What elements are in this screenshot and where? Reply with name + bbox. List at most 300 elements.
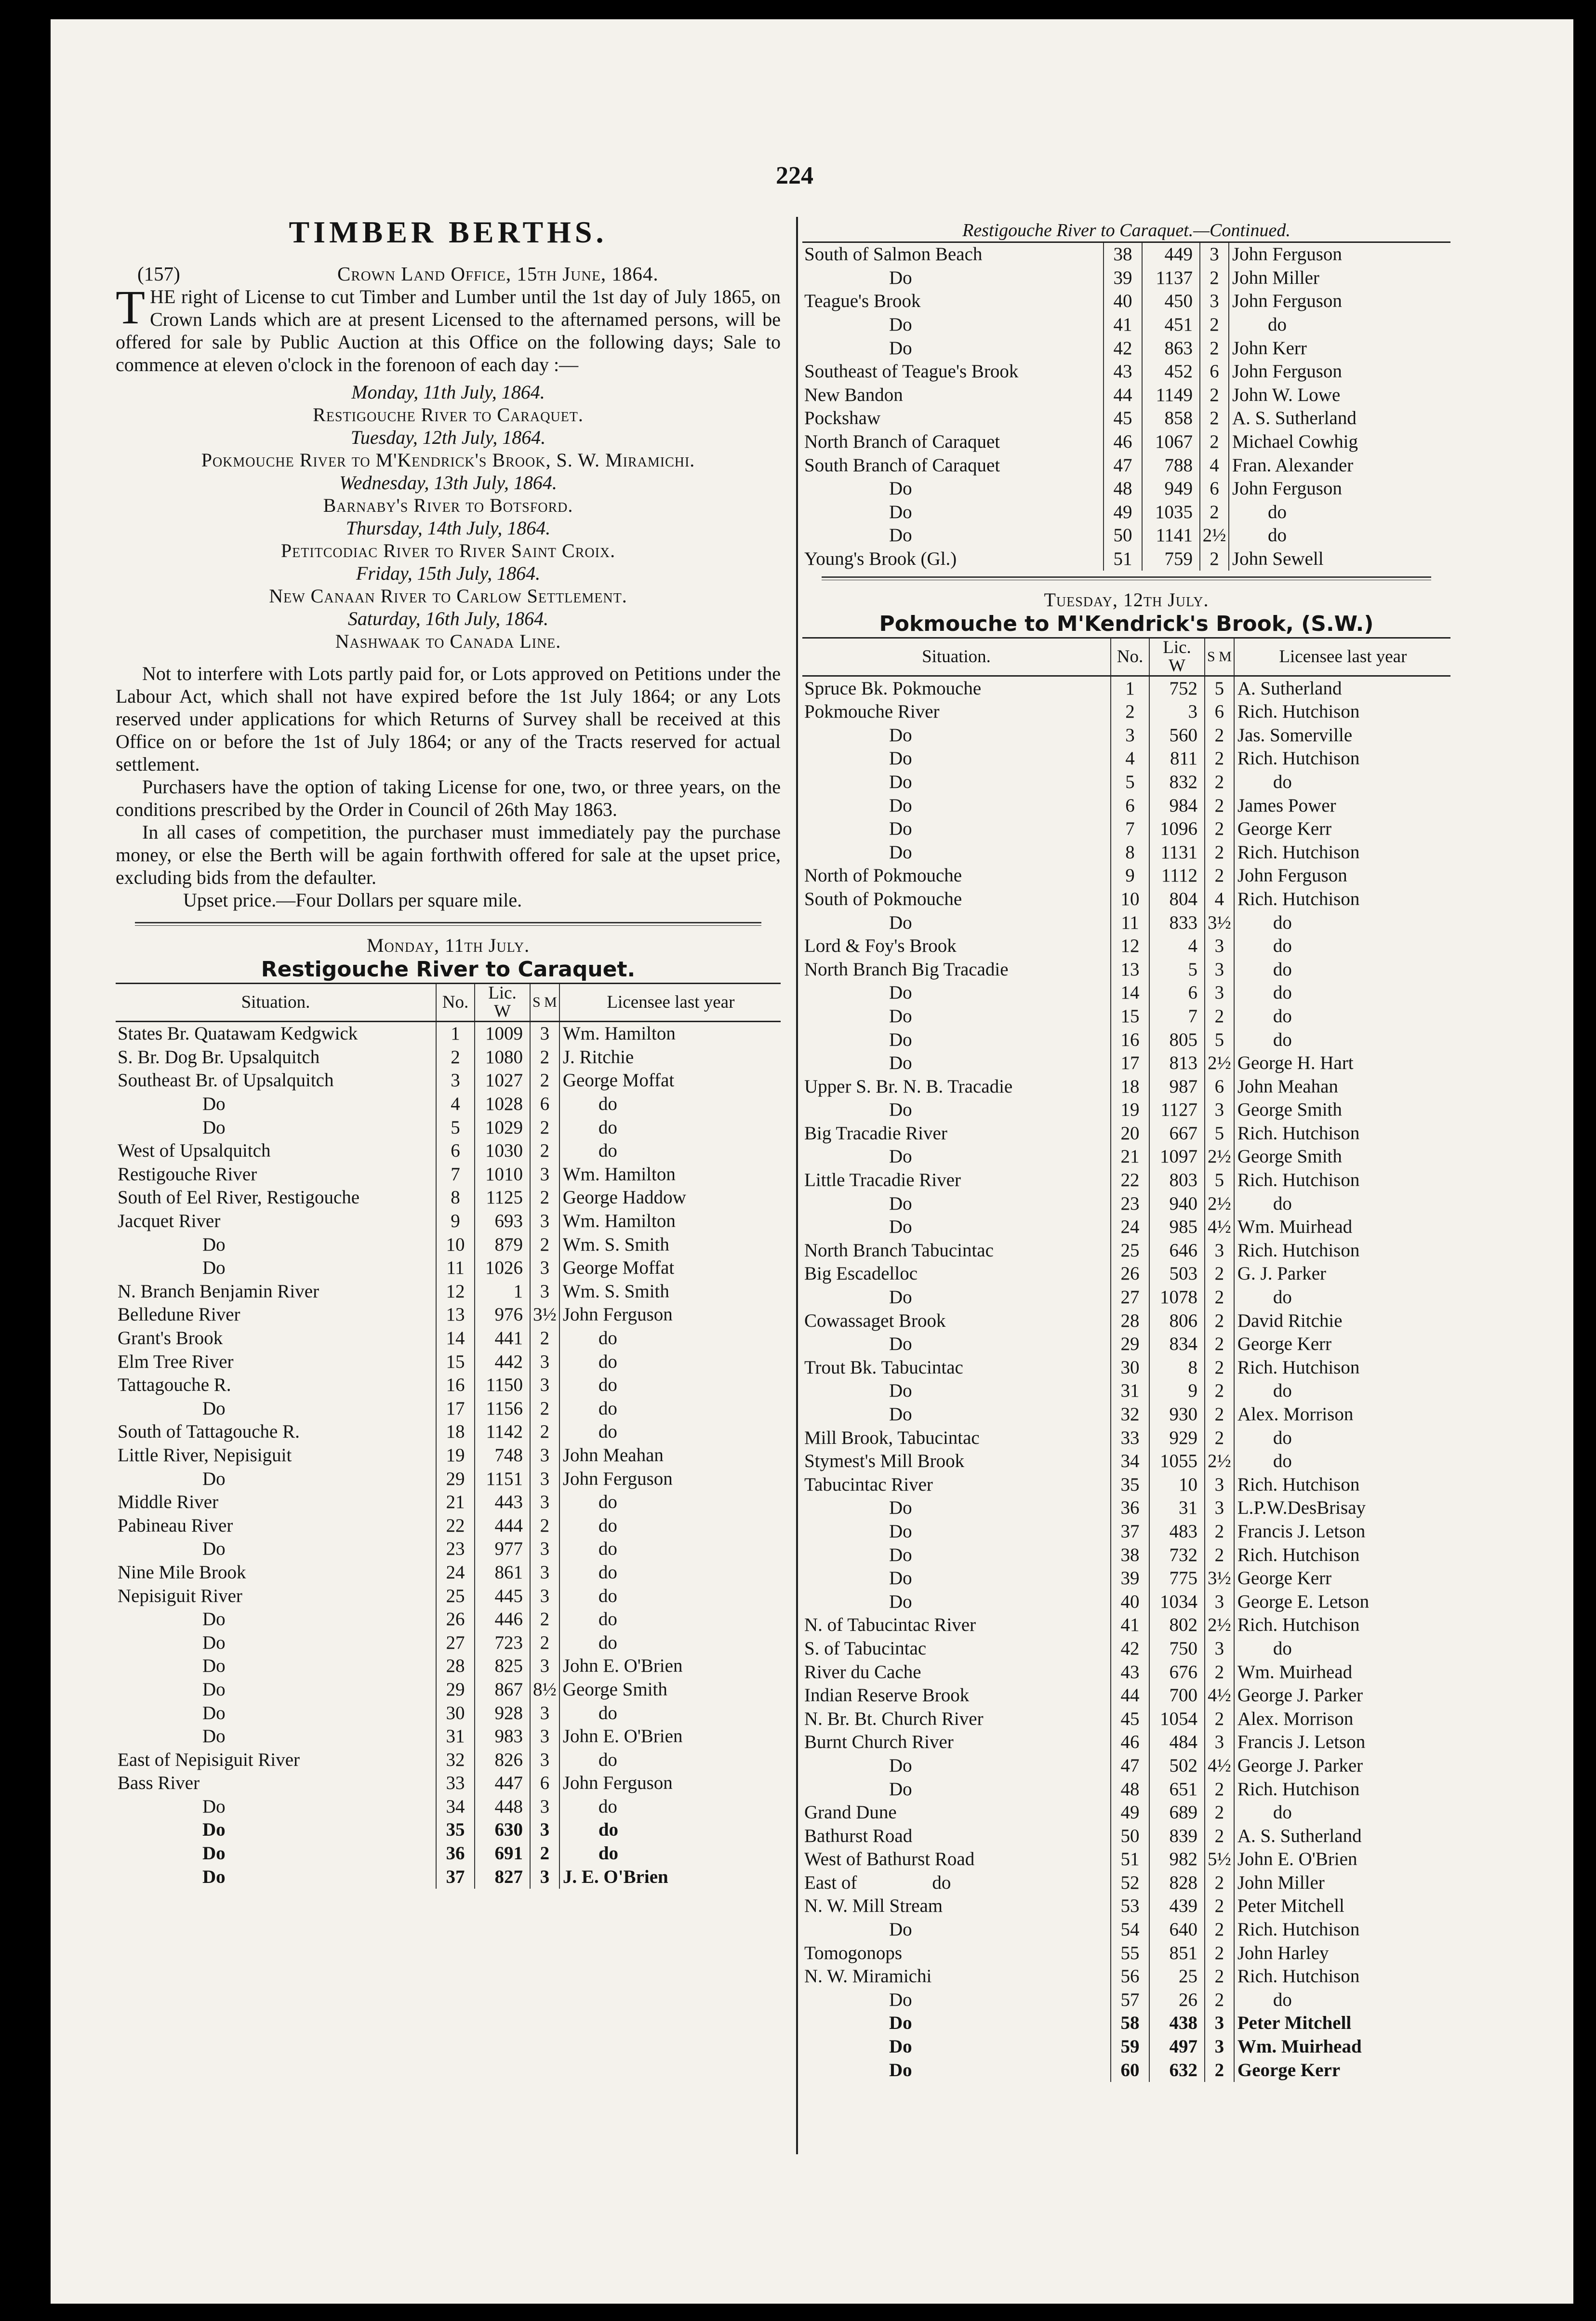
cell-no: 50 bbox=[1104, 524, 1142, 547]
cell-sm: 2 bbox=[530, 1069, 559, 1093]
cell-no: 19 bbox=[1111, 1098, 1149, 1122]
cell-lic: 788 bbox=[1142, 454, 1200, 477]
office-line: Crown Land Office, 15th June, 1864. bbox=[337, 263, 659, 285]
table-row bbox=[802, 1239, 1450, 1263]
schedule-date: Thursday, 14th July, 1864. bbox=[346, 517, 551, 539]
table-row bbox=[802, 1028, 1450, 1052]
cell-situation: Do bbox=[202, 1679, 226, 1700]
cell-licensee: do bbox=[559, 1561, 781, 1585]
table-row bbox=[802, 958, 1450, 981]
cell-situation: Do bbox=[202, 1234, 226, 1255]
cell-situation: Do bbox=[202, 1468, 226, 1489]
cell-lic: 983 bbox=[475, 1725, 530, 1748]
cell-licensee: John Ferguson bbox=[1234, 864, 1450, 888]
cell-lic: 444 bbox=[475, 1514, 530, 1537]
table-row bbox=[802, 747, 1450, 771]
cell-sm: 2 bbox=[1205, 1403, 1234, 1427]
cell-sm: 2 bbox=[1205, 1520, 1234, 1544]
cell-lic: 1156 bbox=[475, 1397, 530, 1421]
cell-sm: 3 bbox=[530, 1467, 559, 1491]
cell-licensee: do bbox=[1234, 1801, 1450, 1825]
cell-licensee: John Ferguson bbox=[1229, 360, 1450, 384]
table-row bbox=[802, 1450, 1450, 1473]
cell-no: 43 bbox=[1104, 360, 1142, 384]
cell-lic: 1029 bbox=[475, 1116, 530, 1139]
cell-lic: 640 bbox=[1149, 1918, 1205, 1942]
cell-situation: Middle River bbox=[118, 1492, 219, 1513]
cell-lic: 833 bbox=[1149, 911, 1205, 934]
cell-situation: Do bbox=[889, 1568, 912, 1589]
schedule-date: Friday, 15th July, 1864. bbox=[356, 562, 541, 584]
cell-situation: Grand Dune bbox=[804, 1802, 897, 1823]
cell-no: 53 bbox=[1111, 1894, 1149, 1918]
cell-lic: 503 bbox=[1149, 1262, 1205, 1286]
cell-sm: 2 bbox=[1205, 1333, 1234, 1356]
table-row bbox=[802, 1707, 1450, 1731]
continued-title: Restigouche River to Caraquet.—Continued. bbox=[962, 220, 1290, 240]
cell-licensee: do bbox=[559, 1514, 781, 1537]
table-row bbox=[802, 1614, 1450, 1637]
cell-licensee: John W. Lowe bbox=[1229, 384, 1450, 407]
cell-situation: Southeast Br. of Upsalquitch bbox=[118, 1070, 334, 1091]
cell-licensee: A. Sutherland bbox=[1234, 676, 1450, 700]
table-row bbox=[802, 407, 1450, 430]
cell-lic: 984 bbox=[1149, 794, 1205, 817]
table-row bbox=[802, 1965, 1450, 1988]
cell-no: 22 bbox=[436, 1514, 475, 1537]
cell-lic: 1127 bbox=[1149, 1098, 1205, 1122]
cell-no: 40 bbox=[1111, 1590, 1149, 1614]
header-sm: S M bbox=[530, 984, 559, 1022]
cell-licensee: John E. O'Brien bbox=[559, 1654, 781, 1678]
cell-licensee: Michael Cowhig bbox=[1229, 430, 1450, 454]
cell-situation: Do bbox=[202, 1866, 226, 1887]
cell-licensee: do bbox=[1234, 1450, 1450, 1473]
table-row bbox=[116, 1069, 781, 1093]
table-row bbox=[116, 1561, 781, 1585]
cell-no: 10 bbox=[1111, 888, 1149, 911]
cell-licensee: do bbox=[1229, 524, 1450, 547]
cell-no: 14 bbox=[1111, 981, 1149, 1005]
cell-lic: 497 bbox=[1149, 2035, 1205, 2059]
section-day: Monday, 11th July. bbox=[366, 934, 530, 956]
cell-no: 35 bbox=[1111, 1473, 1149, 1497]
cell-sm: 2 bbox=[1205, 817, 1234, 841]
table-row bbox=[802, 724, 1450, 747]
cell-no: 13 bbox=[1111, 958, 1149, 981]
cell-lic: 483 bbox=[1149, 1520, 1205, 1544]
condition-paragraph: In all cases of competition, the purchaser must immediately pay the purchase money, or else the Berth will be again forthwith offered for sale at the upset price, excluding bids from the defaulter. bbox=[116, 821, 781, 888]
cell-sm: 2 bbox=[1205, 1660, 1234, 1684]
cell-licensee: do bbox=[559, 1701, 781, 1725]
table-row bbox=[802, 1356, 1450, 1380]
cell-sm: 3 bbox=[1205, 934, 1234, 958]
cell-sm: 3 bbox=[530, 1374, 559, 1397]
cell-no: 17 bbox=[436, 1397, 475, 1421]
cell-sm: 8½ bbox=[530, 1678, 559, 1702]
table-row bbox=[802, 1286, 1450, 1309]
cell-sm: 3 bbox=[530, 1444, 559, 1467]
cell-lic: 775 bbox=[1149, 1567, 1205, 1590]
cell-situation: Do bbox=[202, 1796, 226, 1817]
cell-sm: 2 bbox=[1200, 407, 1229, 430]
cell-no: 39 bbox=[1104, 267, 1142, 290]
cell-sm: 2 bbox=[530, 1186, 559, 1210]
cell-lic: 441 bbox=[475, 1327, 530, 1350]
table-row bbox=[116, 1772, 781, 1795]
table-row bbox=[802, 817, 1450, 841]
cell-sm: 2 bbox=[1200, 267, 1229, 290]
cell-sm: 2½ bbox=[1200, 524, 1229, 547]
cell-lic: 667 bbox=[1149, 1122, 1205, 1146]
cell-no: 16 bbox=[1111, 1028, 1149, 1052]
table-row bbox=[116, 1022, 781, 1046]
cell-no: 33 bbox=[436, 1772, 475, 1795]
table-row bbox=[116, 1046, 781, 1069]
cell-situation: South of Pokmouche bbox=[804, 888, 962, 909]
cell-no: 55 bbox=[1111, 1941, 1149, 1965]
cell-situation: Upper S. Br. N. B. Tracadie bbox=[804, 1076, 1013, 1097]
cell-no: 28 bbox=[1111, 1309, 1149, 1333]
cell-no: 21 bbox=[436, 1491, 475, 1514]
cell-situation: Do bbox=[202, 1655, 226, 1677]
cell-situation: Do bbox=[889, 2013, 912, 2034]
cell-lic: 985 bbox=[1149, 1215, 1205, 1239]
cell-situation: Do bbox=[889, 1544, 912, 1565]
cell-situation: Do bbox=[889, 724, 912, 746]
cell-licensee: do bbox=[559, 1584, 781, 1608]
cell-licensee: John Harley bbox=[1234, 1941, 1450, 1965]
cell-no: 32 bbox=[436, 1748, 475, 1772]
cell-no: 56 bbox=[1111, 1965, 1149, 1988]
cell-situation: Do bbox=[889, 1216, 912, 1238]
cell-licensee: do bbox=[559, 1842, 781, 1866]
cell-sm: 5 bbox=[1205, 1122, 1234, 1146]
cell-no: 2 bbox=[436, 1046, 475, 1069]
cell-lic: 1030 bbox=[475, 1139, 530, 1163]
cell-sm: 2 bbox=[1205, 794, 1234, 817]
table-row bbox=[116, 1397, 781, 1421]
cell-lic: 1027 bbox=[475, 1069, 530, 1093]
cell-situation: Little River, Nepisiguit bbox=[118, 1444, 292, 1466]
table-row bbox=[802, 1262, 1450, 1286]
cell-sm: 2 bbox=[530, 1327, 559, 1350]
cell-sm: 2 bbox=[1200, 384, 1229, 407]
cell-sm: 3 bbox=[530, 1818, 559, 1842]
cell-lic: 442 bbox=[475, 1350, 530, 1374]
cell-no: 13 bbox=[436, 1303, 475, 1327]
cell-no: 58 bbox=[1111, 2012, 1149, 2035]
table-row bbox=[116, 1093, 781, 1116]
table-row bbox=[802, 290, 1450, 313]
cell-lic: 6 bbox=[1149, 981, 1205, 1005]
cell-licensee: George E. Letson bbox=[1234, 1590, 1450, 1614]
table-row bbox=[802, 1567, 1450, 1590]
schedule-route: New Canaan River to Carlow Settlement. bbox=[269, 585, 627, 607]
table-row bbox=[116, 1631, 781, 1654]
right-column bbox=[802, 219, 1450, 2082]
cell-no: 23 bbox=[1111, 1192, 1149, 1215]
table-row bbox=[802, 1941, 1450, 1965]
cell-no: 30 bbox=[1111, 1356, 1149, 1380]
cell-no: 10 bbox=[436, 1233, 475, 1256]
cell-licensee: James Power bbox=[1234, 794, 1450, 817]
cell-no: 60 bbox=[1111, 2058, 1149, 2082]
cell-sm: 2 bbox=[1205, 1707, 1234, 1731]
cell-no: 9 bbox=[436, 1210, 475, 1233]
table-row bbox=[116, 1233, 781, 1256]
cell-licensee: do bbox=[1234, 1988, 1450, 2012]
cell-no: 38 bbox=[1111, 1543, 1149, 1567]
cell-situation: Do bbox=[889, 841, 912, 863]
column-divider bbox=[796, 217, 798, 2154]
cell-situation: Do bbox=[889, 1778, 912, 1800]
schedule-route: Pokmouche River to M'Kendrick's Brook, S. W. Miramichi. bbox=[201, 449, 695, 471]
cell-situation: Do bbox=[202, 1726, 226, 1747]
cell-no: 4 bbox=[1111, 747, 1149, 771]
cell-licensee: do bbox=[1234, 1426, 1450, 1450]
cell-licensee: do bbox=[559, 1327, 781, 1350]
cell-no: 41 bbox=[1104, 313, 1142, 337]
cell-lic: 832 bbox=[1149, 771, 1205, 794]
cell-situation: Cowassaget Brook bbox=[804, 1310, 946, 1331]
cell-no: 25 bbox=[436, 1584, 475, 1608]
cell-lic: 1054 bbox=[1149, 1707, 1205, 1731]
cell-sm: 3 bbox=[1205, 958, 1234, 981]
cell-lic: 750 bbox=[1149, 1637, 1205, 1661]
cell-lic: 879 bbox=[475, 1233, 530, 1256]
cell-sm: 2½ bbox=[1205, 1450, 1234, 1473]
cell-sm: 2 bbox=[1205, 1356, 1234, 1380]
cell-lic: 438 bbox=[1149, 2012, 1205, 2035]
cell-situation: Pabineau River bbox=[118, 1515, 233, 1536]
schedule-route: Petitcodiac River to River Saint Croix. bbox=[280, 540, 616, 561]
cell-no: 30 bbox=[436, 1701, 475, 1725]
cell-licensee: John Ferguson bbox=[1229, 477, 1450, 501]
table-row bbox=[116, 1163, 781, 1187]
cell-licensee: Francis J. Letson bbox=[1234, 1731, 1450, 1754]
cell-situation: Do bbox=[889, 1146, 912, 1167]
table-row bbox=[116, 1514, 781, 1537]
cell-sm: 3 bbox=[530, 1022, 559, 1046]
cell-sm: 3 bbox=[530, 1561, 559, 1585]
table-row bbox=[802, 1590, 1450, 1614]
table-row bbox=[802, 1169, 1450, 1192]
berths-table-pokmouche bbox=[802, 637, 1450, 2082]
cell-no: 46 bbox=[1104, 430, 1142, 454]
cell-sm: 3 bbox=[530, 1280, 559, 1304]
table-row bbox=[802, 477, 1450, 501]
cell-no: 8 bbox=[436, 1186, 475, 1210]
cell-sm: 3 bbox=[1205, 1496, 1234, 1520]
cell-lic: 1080 bbox=[475, 1046, 530, 1069]
table-row bbox=[802, 242, 1450, 267]
header-no: No. bbox=[1111, 638, 1149, 676]
cell-no: 11 bbox=[436, 1256, 475, 1280]
cell-sm: 4 bbox=[1205, 888, 1234, 911]
schedule-date: Tuesday, 12th July, 1864. bbox=[350, 427, 546, 448]
cell-sm: 3½ bbox=[1205, 1567, 1234, 1590]
cell-no: 15 bbox=[436, 1350, 475, 1374]
cell-sm: 2 bbox=[1205, 1965, 1234, 1988]
cell-situation: N. Br. Bt. Church River bbox=[804, 1708, 984, 1729]
cell-lic: 732 bbox=[1149, 1543, 1205, 1567]
cell-sm: 4 bbox=[1200, 454, 1229, 477]
cell-sm: 3 bbox=[530, 1584, 559, 1608]
cell-situation: Elm Tree River bbox=[118, 1351, 234, 1372]
cell-no: 32 bbox=[1111, 1403, 1149, 1427]
cell-licensee: George Kerr bbox=[1234, 1333, 1450, 1356]
schedule-route: Nashwaak to Canada Line. bbox=[335, 630, 561, 652]
cell-sm: 2 bbox=[1205, 1871, 1234, 1895]
table-row bbox=[116, 1842, 781, 1866]
cell-licensee: Wm. S. Smith bbox=[559, 1233, 781, 1256]
cell-no: 48 bbox=[1104, 477, 1142, 501]
table-row bbox=[802, 454, 1450, 477]
page-number: 224 bbox=[776, 162, 813, 189]
cell-situation: South of Tattagouche R. bbox=[118, 1421, 300, 1442]
cell-no: 34 bbox=[1111, 1450, 1149, 1473]
cell-no: 5 bbox=[436, 1116, 475, 1139]
cell-lic: 646 bbox=[1149, 1239, 1205, 1263]
cell-situation: Do bbox=[202, 1632, 226, 1653]
cell-licensee: Rich. Hutchison bbox=[1234, 888, 1450, 911]
cell-no: 17 bbox=[1111, 1052, 1149, 1075]
left-column bbox=[116, 207, 781, 1889]
cell-situation: Do bbox=[889, 795, 912, 816]
cell-sm: 3 bbox=[530, 1654, 559, 1678]
cell-lic: 31 bbox=[1149, 1496, 1205, 1520]
cell-licensee: Wm. Hamilton bbox=[559, 1163, 781, 1187]
cell-no: 29 bbox=[1111, 1333, 1149, 1356]
cell-lic: 1 bbox=[475, 1280, 530, 1304]
cell-lic: 827 bbox=[475, 1865, 530, 1889]
table-row bbox=[802, 1005, 1450, 1028]
cell-sm: 2 bbox=[1205, 1379, 1234, 1403]
table-row bbox=[116, 1818, 781, 1842]
cell-situation: Do bbox=[889, 1989, 912, 2010]
cell-situation: Do bbox=[202, 1538, 226, 1560]
table-row bbox=[802, 360, 1450, 384]
cell-sm: 2½ bbox=[1205, 1052, 1234, 1075]
cell-sm: 2 bbox=[530, 1397, 559, 1421]
cell-lic: 8 bbox=[1149, 1356, 1205, 1380]
cell-licensee: do bbox=[559, 1631, 781, 1654]
berths-table-restigouche-continued bbox=[802, 241, 1450, 571]
cell-situation: Trout Bk. Tabucintac bbox=[804, 1357, 963, 1378]
cell-situation: Do bbox=[889, 1287, 912, 1308]
cell-licensee: do bbox=[1234, 1028, 1450, 1052]
cell-licensee: George Moffat bbox=[559, 1256, 781, 1280]
table-row bbox=[116, 1701, 781, 1725]
cell-situation: Do bbox=[889, 1521, 912, 1542]
cell-no: 12 bbox=[1111, 934, 1149, 958]
cell-sm: 2 bbox=[1205, 1777, 1234, 1801]
cell-sm: 2 bbox=[1200, 547, 1229, 571]
cell-situation: Do bbox=[202, 1819, 226, 1841]
table-row bbox=[802, 1543, 1450, 1567]
cell-no: 26 bbox=[436, 1608, 475, 1631]
cell-no: 14 bbox=[436, 1327, 475, 1350]
cell-lic: 1141 bbox=[1142, 524, 1200, 547]
cell-licensee: Rich. Hutchison bbox=[1234, 700, 1450, 724]
cell-no: 47 bbox=[1111, 1754, 1149, 1778]
notice-number: (157) bbox=[137, 263, 180, 285]
cell-sm: 3 bbox=[530, 1701, 559, 1725]
cell-sm: 2 bbox=[530, 1842, 559, 1866]
cell-no: 38 bbox=[1104, 242, 1142, 267]
cell-licensee: John Kerr bbox=[1229, 336, 1450, 360]
cell-licensee: Rich. Hutchison bbox=[1234, 1356, 1450, 1380]
cell-lic: 811 bbox=[1149, 747, 1205, 771]
cell-sm: 3 bbox=[530, 1725, 559, 1748]
table-row bbox=[116, 1584, 781, 1608]
cell-situation: Jacquet River bbox=[118, 1211, 221, 1232]
schedule-date: Wednesday, 13th July, 1864. bbox=[339, 472, 557, 494]
table-row bbox=[802, 267, 1450, 290]
cell-no: 33 bbox=[1111, 1426, 1149, 1450]
cell-no: 49 bbox=[1104, 501, 1142, 524]
cell-situation: Do bbox=[202, 1094, 226, 1115]
cell-lic: 676 bbox=[1149, 1660, 1205, 1684]
table-row bbox=[802, 501, 1450, 524]
table-row bbox=[116, 1865, 781, 1889]
cell-lic: 861 bbox=[475, 1561, 530, 1585]
cell-licensee: do bbox=[1234, 1379, 1450, 1403]
cell-situation: Do bbox=[202, 1702, 226, 1723]
cell-licensee: Rich. Hutchison bbox=[1234, 1918, 1450, 1942]
cell-licensee: J. E. O'Brien bbox=[559, 1865, 781, 1889]
cell-situation: Do bbox=[889, 1755, 912, 1776]
cell-sm: 4½ bbox=[1205, 1754, 1234, 1778]
cell-situation: States Br. Quatawam Kedgwick bbox=[118, 1023, 358, 1044]
cell-sm: 2 bbox=[1205, 1988, 1234, 2012]
cell-no: 19 bbox=[436, 1444, 475, 1467]
cell-situation: Do bbox=[202, 1398, 226, 1419]
section-rule bbox=[822, 576, 1431, 580]
cell-lic: 928 bbox=[475, 1701, 530, 1725]
cell-licensee: George J. Parker bbox=[1234, 1754, 1450, 1778]
cell-lic: 930 bbox=[1149, 1403, 1205, 1427]
cell-sm: 2 bbox=[530, 1631, 559, 1654]
cell-no: 18 bbox=[1111, 1075, 1149, 1098]
cell-situation: Restigouche River bbox=[118, 1163, 257, 1185]
cell-licensee: George Kerr bbox=[1234, 2058, 1450, 2082]
table-row bbox=[802, 1052, 1450, 1075]
cell-no: 20 bbox=[1111, 1122, 1149, 1146]
table-row bbox=[116, 1608, 781, 1631]
cell-sm: 2 bbox=[1205, 1941, 1234, 1965]
cell-licensee: do bbox=[1234, 1637, 1450, 1661]
cell-lic: 560 bbox=[1149, 724, 1205, 747]
cell-situation: Do bbox=[889, 818, 912, 840]
cell-sm: 3 bbox=[530, 1163, 559, 1187]
cell-situation: North Branch Tabucintac bbox=[804, 1240, 994, 1261]
cell-sm: 2 bbox=[530, 1139, 559, 1163]
cell-situation: Do bbox=[202, 1609, 226, 1630]
cell-licensee: George Smith bbox=[1234, 1098, 1450, 1122]
cell-situation: Southeast of Teague's Brook bbox=[804, 361, 1019, 382]
cell-no: 18 bbox=[436, 1420, 475, 1444]
cell-no: 8 bbox=[1111, 840, 1149, 864]
table-row bbox=[802, 840, 1450, 864]
upset-price: Upset price.—Four Dollars per square mile. bbox=[183, 889, 522, 911]
cell-no: 54 bbox=[1111, 1918, 1149, 1942]
cell-no: 44 bbox=[1111, 1684, 1149, 1707]
cell-no: 6 bbox=[436, 1139, 475, 1163]
cell-licensee: do bbox=[1234, 911, 1450, 934]
cell-lic: 443 bbox=[475, 1491, 530, 1514]
